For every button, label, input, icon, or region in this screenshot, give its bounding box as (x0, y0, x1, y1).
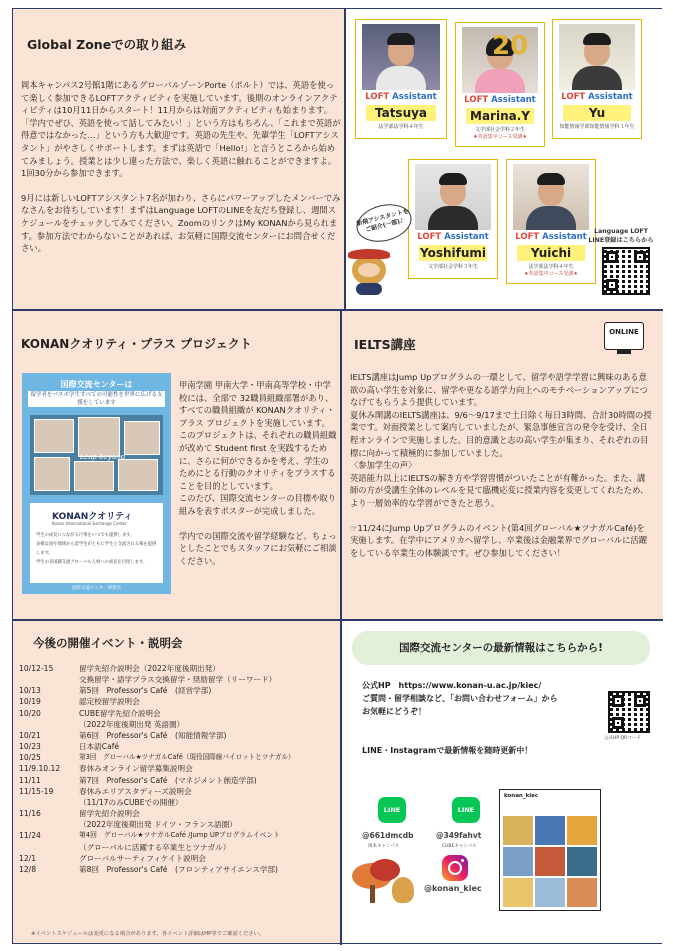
events-note: ※イベントスケジュールは変更になる場合があります。各イベント詳細はHP等でご確認ください。 (31, 931, 265, 937)
ielts-paragraph: 〈参加学生の声〉 (350, 460, 417, 471)
online-badge: ONLINE (604, 322, 644, 350)
konan-quality-paragraph: 甲南学園 甲南大学・甲南高等学校・中学校には、全部で 32職員組織部署があり、すべての職員組織が KONANクオリティ・プラス プロジェクトを実施しています。このプロジェクトは、それぞれの職員組織が改めて Student first を実践するために、さらに何ができるかを考え、学生のためにとる行動のクオリティをプラスすることを目的としています。 (179, 380, 337, 491)
poster-item: 学生の多国籍交流グローバル人材への成長を目指します。 (36, 560, 148, 565)
event-row: 11/9.10.12 春休みオンライン留学募集説明会 (19, 764, 193, 774)
event-row: 10/12-15 留学先紹介説明会（2022年度後期出発） (19, 664, 220, 673)
konan-quality-paragraph: 学内での国際交流や留学経験など、ちょっとしたことでもスタッフにお気軽にご相談ください。 (179, 530, 337, 566)
mascot-icon (344, 245, 394, 295)
ielts-paragraph: 英語能力以上にIELTSの解き方や学習習慣がついたことが有難かった。また、講師の方が受講生全体のレベルを見て臨機応変に授業内容を変更してくれたため、より一層効率的な学習ができたと思う。 (350, 472, 649, 508)
line-icon[interactable]: LINE (378, 797, 406, 823)
event-row: 12/8 第8回 Professor's Café (フロンティアサイエンス学部) (19, 864, 279, 874)
assistant-photo (415, 164, 491, 230)
event-row: 11/11 第7回 Professor's Café (マネジメント創造学部) (19, 775, 257, 785)
hp-qr-label: 公式HP QRコード (604, 736, 641, 741)
new-assistant-badge: 新規アシスタントをご紹介(一部)♪ (352, 199, 415, 247)
language-loft-label: Language LOFT LINE登録はこちらから (588, 228, 654, 244)
assistant-note: ★英語集中コース受講★ (524, 271, 578, 277)
assistant-card-marina (455, 22, 545, 147)
global-zone-paragraph: 9月には新しいLOFTアシスタント7名が加わり、さらにパワーアップしたメンバーでみなさんをお待ちしています！まずはLanguage LOFTのLINEを友だち登録し、週間スケジュールをチェックしてみてください。ZoomのリンクはMy KONANから見られます。参加方法でわからないことがあれば、お気軽に国際交流センターにお問合せください。 (21, 192, 341, 254)
ielts-paragraph: IELTS講座はJump Upプログラムの一環として、留学や語学学習に興味のある意欲の高い学生を対象に、留学や更なる語学力向上へのモチベーションアップにつなげてもらうよう提供しています。 (350, 372, 648, 408)
konan-quality-poster (22, 373, 171, 594)
assistant-card-tatsuya (355, 19, 447, 139)
assistant-dept: 法学部法学科４年生 (528, 264, 574, 270)
hp-url[interactable]: 公式HP https://www.konan-u.ac.jp/kiec/ (362, 681, 542, 690)
assistant-card-yu (552, 19, 642, 139)
assistant-role: LOFT Assistant (515, 232, 587, 242)
sns-note: LINE・Instagramで最新情報を随時更新中！ (362, 746, 533, 755)
line-id-okamoto[interactable]: @661dmcdb (362, 831, 414, 840)
balloon-number: 20 (492, 31, 529, 61)
assistant-role: LOFT Assistant (561, 92, 633, 102)
assistant-photo (462, 27, 538, 93)
global-zone-body (21, 79, 341, 255)
line-icon[interactable]: LINE (452, 797, 480, 823)
hp-info (362, 679, 598, 718)
assistant-name: Yoshifumi (419, 246, 486, 260)
event-row: 11/16 留学先紹介説明会 (19, 809, 140, 819)
events-title: 今後の開催イベント・説明会 (33, 636, 183, 650)
assistant-name: Yuichi (530, 246, 572, 260)
assistant-card-yoshifumi (408, 159, 498, 279)
assistant-dept: 文学部社会学科２年生 (474, 127, 525, 133)
assistant-role: LOFT Assistant (464, 95, 536, 105)
assistant-role: LOFT Assistant (417, 232, 489, 242)
line-sub-cube: CUBEキャンパス (442, 844, 477, 849)
assistant-dept: 文学部社会学科３年生 (427, 264, 478, 270)
assistant-photo (559, 24, 635, 90)
konan-quality-title: KONANクオリティ・プラス プロジェクト (21, 337, 252, 351)
assistant-dept: 法学部法学科４年生 (378, 124, 424, 130)
poster-logo: KONANクオリティ (52, 512, 133, 522)
event-row: 10/13 第5回 Professor's Café (経営学部) (19, 686, 212, 696)
assistant-name: Yu (588, 106, 606, 120)
poster-photos (30, 415, 163, 495)
instagram-phone-mock (499, 789, 601, 911)
poster-item: 多様な国や地域から留学生がともに学生と交流される場を提供します。 (36, 542, 157, 556)
poster-footer: 国際交流センター事務室 (71, 586, 122, 591)
assistant-photo (513, 164, 589, 230)
language-loft-qr[interactable] (602, 247, 650, 295)
event-row: 交換留学・語学プラス交換留学・奨励留学（リーワード） (79, 675, 277, 685)
global-zone-paragraph: 「学内でぜひ、英語を使って話してみたい！」という方はもちろん、「これまで英語が得意ではなかった…」という方も大歓迎です。英語の先生や、先輩学生「LOFTアシスタント」がやさしくサポートします。まずは英語で「Hello!」と言うところから始めてみましょう。授業とは少し違った方法で、楽しく英語に触れることができますよ。1回30分から参加できます。 (21, 117, 341, 179)
latest-info-banner: 国際交流センターの最新情報はこちらから! (352, 631, 650, 665)
ielts-paragraph: 夏休み開講のIELTS講座は、9/6～9/17まで土日除く毎日3時間、合計30時間の授業です。対面授業として案内していましたが、緊急事態宣言の発令を受け、全日程オンラインで実施しました。目的意識と志の高い学生が集まり、それぞれの目標に向かって積極的に参加していました。 (350, 409, 652, 458)
event-row: 10/19 認定校留学説明会 (19, 697, 140, 707)
event-row: （2022年度後期出発 ドイツ・フランス語圏） (79, 820, 237, 830)
event-row: （2022年度後期出発 英語圏） (79, 719, 185, 729)
konan-quality-paragraph: このたび、国際交流センターの目標や取り組みを表すポスターが完成しました。 (179, 493, 336, 516)
assistant-name: Tatsuya (374, 106, 428, 120)
konan-quality-body (179, 379, 337, 567)
assistant-name: Marina.Y (470, 109, 530, 123)
instagram-icon[interactable] (442, 855, 468, 881)
ielts-section (342, 311, 663, 619)
hp-contact-2: お気軽にどうぞ！ (362, 707, 426, 716)
assistant-note: ★英語集中コース受講★ (473, 134, 527, 140)
ielts-title: IELTS講座 (354, 337, 416, 352)
assistant-role: LOFT Assistant (365, 92, 437, 102)
poster-item: 学生の成長につながる行事をいつでも提供します。 (36, 533, 135, 538)
global-zone-title: Global Zoneでの取り組み (27, 37, 187, 52)
event-row: 10/20 CUBE留学先紹介説明会 (19, 708, 161, 718)
poster-logo-sub: Konan International Exchange Center (52, 521, 127, 526)
ielts-body (350, 371, 652, 559)
konan-quality-section (13, 311, 340, 619)
poster-subtitle: 留学者をバスボ学生すべての可能性を世界に広げる支援をしています (28, 391, 165, 407)
newsletter-page (12, 8, 662, 944)
instagram-id[interactable]: @konan_kiec (424, 884, 482, 893)
latest-info-section (342, 621, 663, 943)
poster-title: 国際交流センターは (60, 380, 133, 389)
autumn-tree-icon (348, 857, 418, 907)
event-row: 12/1 グローバルサーティフィケイト説明会 (19, 853, 206, 863)
phone-header: konan_kiec (504, 793, 539, 799)
hp-qr[interactable] (608, 691, 650, 733)
poster-items (36, 531, 158, 567)
events-section (13, 621, 340, 943)
assistant-dept: 知能情報学部知能情報学科３年生 (559, 124, 635, 130)
global-zone-paragraph: 岡本キャンパス2号館1階にあるグローバルゾーンPorte（ポルト）では、英語を使って楽しく参加できるLOFTアクティビティを実施しています。後期のオンラインアクティビティは10月11日からスタート！11月からは対面アクティビティも始まります。 (21, 80, 338, 116)
global-zone-section (13, 9, 346, 309)
event-row: 11/15-19 春休みエリアスタディーズ説明会 (19, 786, 192, 796)
hp-contact: ご質問・留学相談など、「お問い合わせフォーム」から (362, 694, 558, 703)
poster-caption: Leap beyond (80, 453, 126, 461)
events-list (19, 663, 339, 875)
ielts-paragraph: ☞11/24にJump Upプログラムのイベント(第4回グローバル★ツナガルCafé)を実施します。在学中にアメリカへ留学し、卒業後は金融業界でグローバルに活躍をしている卒業生の体験談です。ぜひ参加してください！ (350, 522, 648, 558)
event-row: 11/24 第4回 グローバル★ツナガルCafé /Jump UPプログラムイベント (19, 831, 280, 841)
event-row: 10/23 日本語Café (19, 742, 120, 752)
line-sub-okamoto: 岡本キャンパス (368, 844, 400, 849)
event-row: （グローバルに活躍する卒業生とツナガル） (79, 842, 231, 852)
event-row: （11/17のみCUBEでの開催） (79, 797, 183, 807)
line-id-cube[interactable]: @349fahvt (436, 831, 482, 840)
event-row: 10/21 第6回 Professor's Café (知能情報学部) (19, 730, 227, 740)
event-row: 10/25 第3回 グローバル★ツナガルCafé（現役国際線パイロットとツナガル） (19, 753, 295, 763)
assistant-card-yuichi (506, 159, 596, 284)
assistant-photo (362, 24, 440, 90)
